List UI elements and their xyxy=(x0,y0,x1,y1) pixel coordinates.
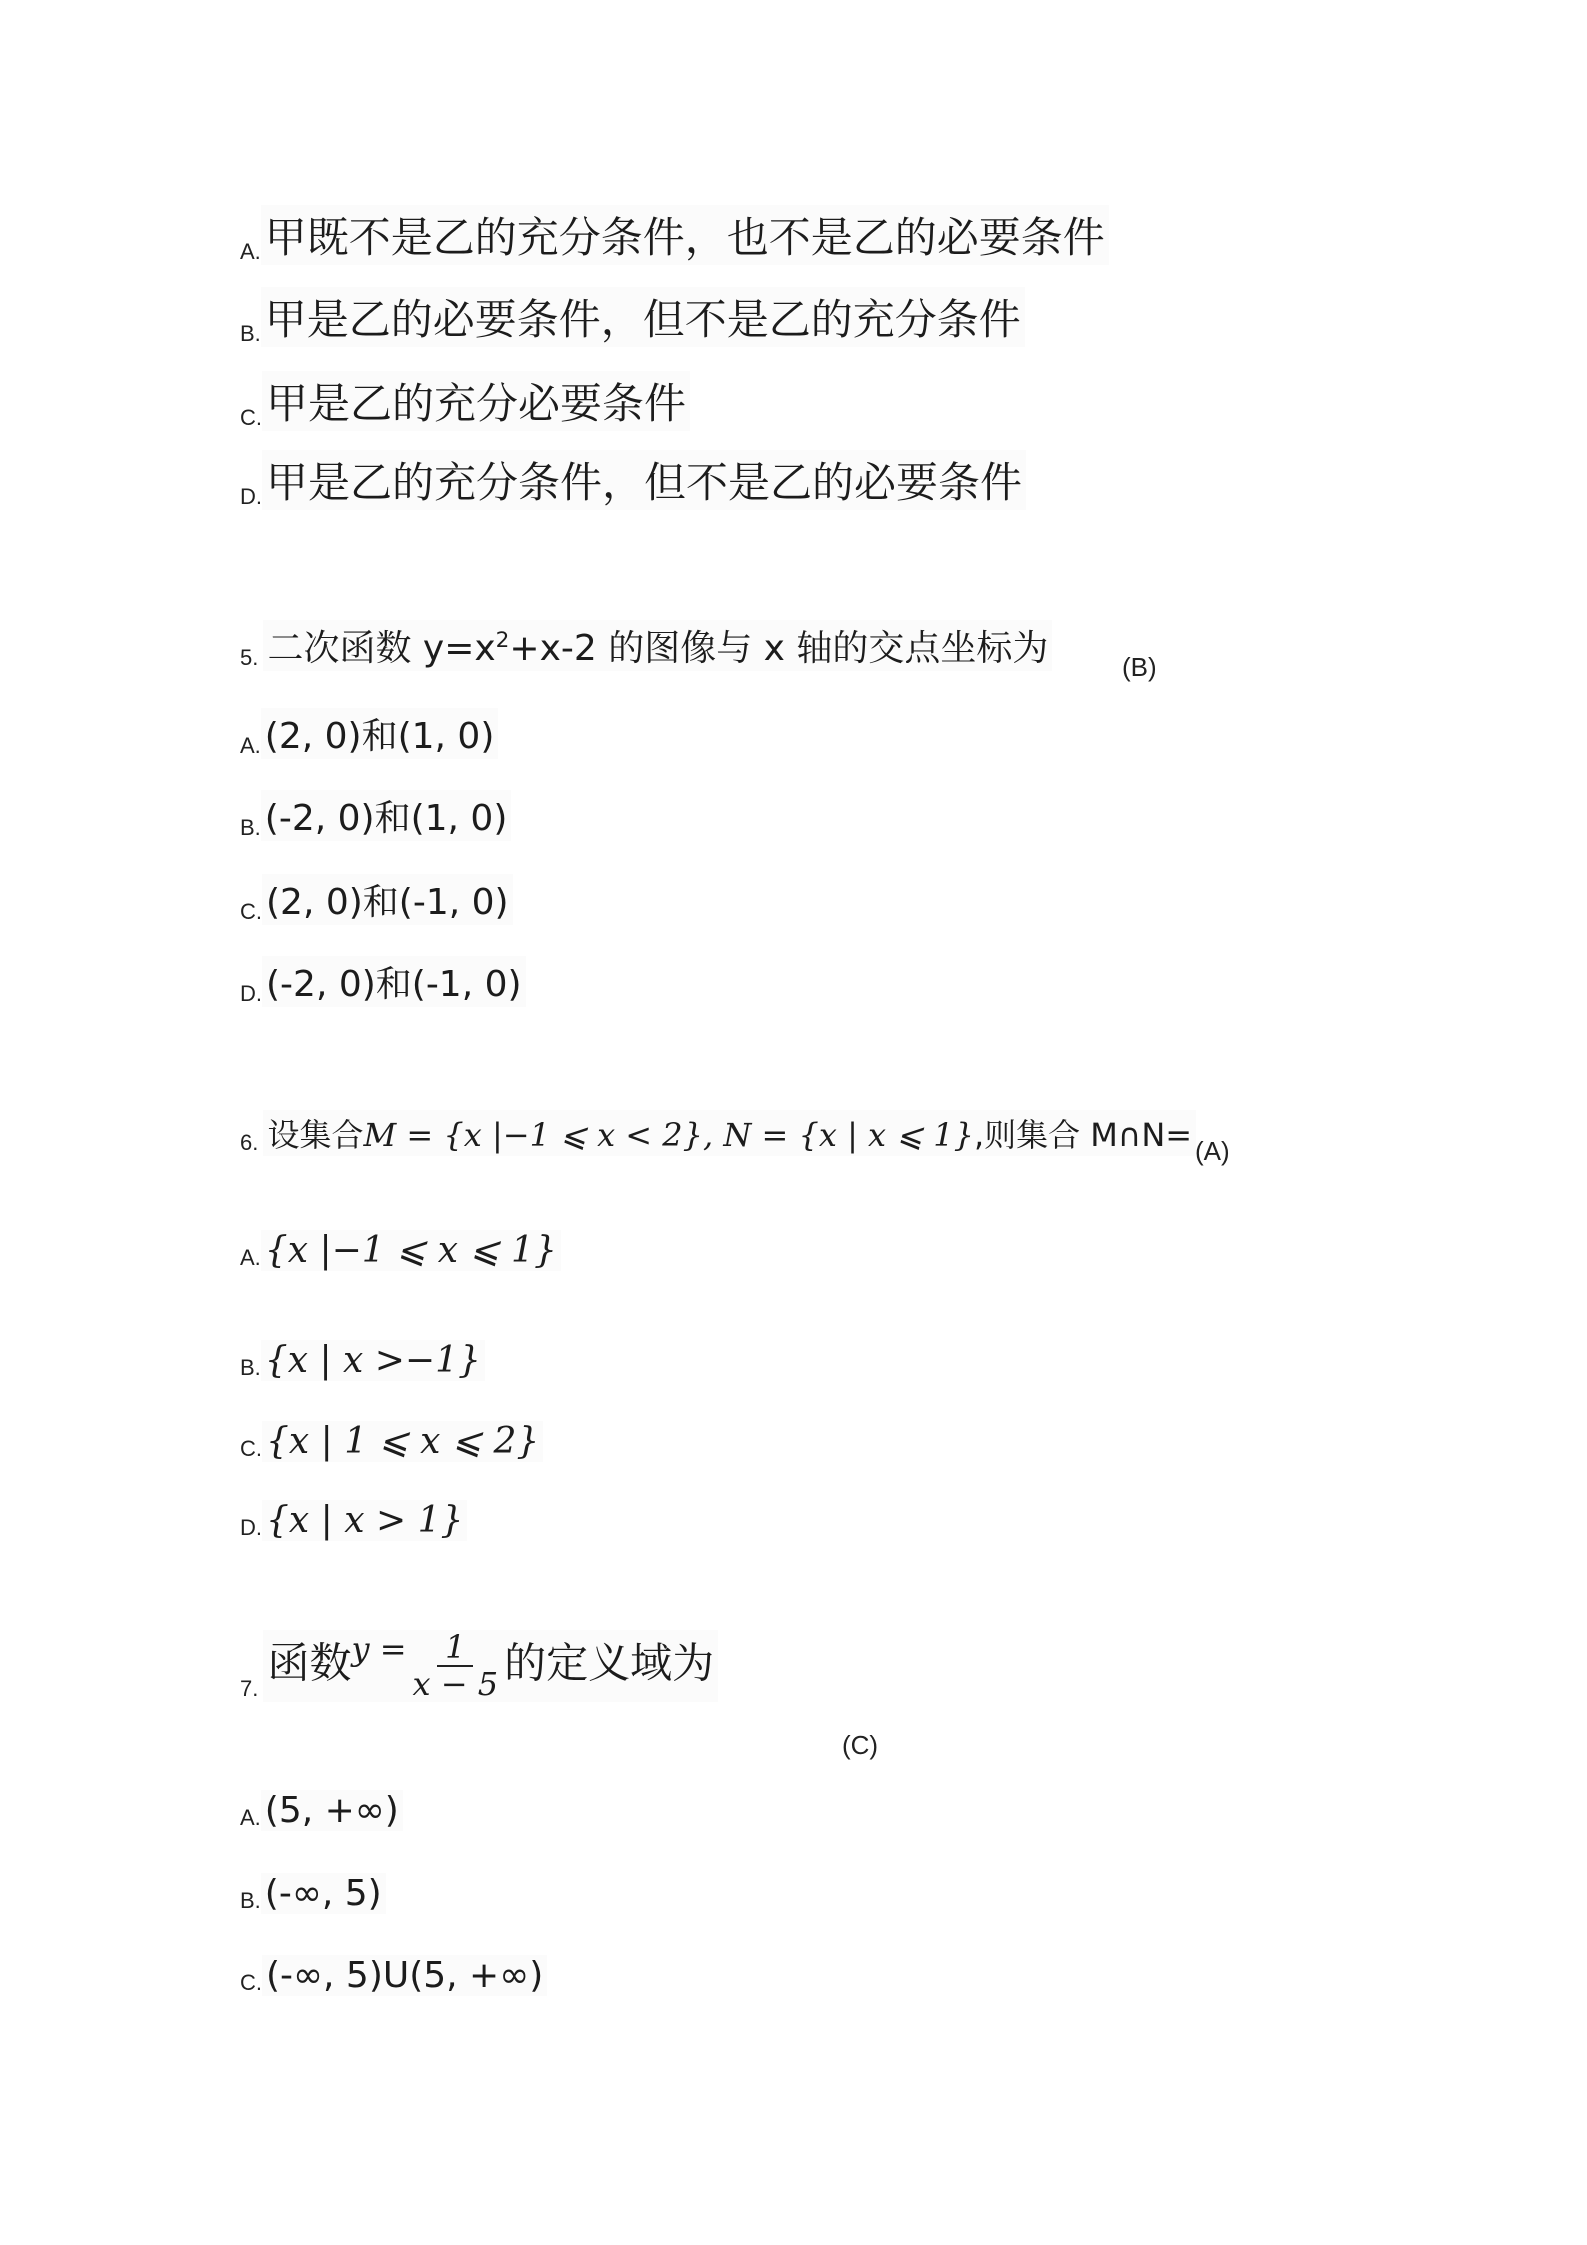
q4-option-c xyxy=(240,371,690,431)
question-text: 二次函数 $y=x^2+x-2$ 的图像与 x 轴的交点坐标为 xyxy=(263,620,1052,671)
option-letter: B. xyxy=(240,815,261,840)
q6-option-b xyxy=(240,1340,485,1381)
option-text: (5, +∞) xyxy=(261,1790,403,1831)
question-text: 设集合M = {x |−1 ⩽ x < 2}, N = {x | x ⩽ 1},则集合 M∩N= xyxy=(263,1110,1196,1156)
option-letter: D. xyxy=(240,981,262,1006)
q6-option-c xyxy=(240,1421,543,1462)
option-letter: A. xyxy=(240,1245,261,1270)
q5-stem xyxy=(240,620,1052,671)
question-number: 5. xyxy=(240,645,259,670)
q6-option-a xyxy=(240,1230,561,1271)
q5-option-b xyxy=(240,790,511,841)
q4-option-b xyxy=(240,287,1025,347)
q4-option-d xyxy=(240,450,1026,510)
q5-option-a xyxy=(240,708,498,759)
option-text: 甲是乙的充分必要条件 xyxy=(262,371,690,431)
option-text: {x | x > 1} xyxy=(262,1500,467,1541)
option-letter: B. xyxy=(240,1888,261,1913)
option-letter: C. xyxy=(240,405,262,430)
q5-option-d xyxy=(240,956,526,1007)
q6-answer: (A) xyxy=(1195,1136,1230,1166)
option-text: (-∞, 5)U(5, +∞) xyxy=(262,1955,547,1996)
option-text: {x |−1 ⩽ x ⩽ 1} xyxy=(261,1230,561,1271)
q5-answer: (B) xyxy=(1122,652,1157,682)
option-letter: C. xyxy=(240,1970,262,1995)
option-letter: A. xyxy=(240,1805,261,1830)
option-letter: B. xyxy=(240,321,261,346)
question-number: 6. xyxy=(240,1130,259,1155)
option-text: (2, 0)和(-1, 0) xyxy=(262,874,513,925)
q5-option-c xyxy=(240,874,513,925)
question-number: 7. xyxy=(240,1676,259,1702)
option-text: (-∞, 5) xyxy=(261,1873,386,1914)
option-letter: C. xyxy=(240,899,262,924)
fraction: $\frac{1}{x - 5}$ xyxy=(412,1628,499,1704)
option-letter: A. xyxy=(240,239,261,264)
q4-option-a xyxy=(240,205,1109,265)
option-letter: D. xyxy=(240,1515,262,1540)
option-letter: C. xyxy=(240,1436,262,1461)
option-text: {x | 1 ⩽ x ⩽ 2} xyxy=(262,1421,543,1462)
option-text: {x | x >−1} xyxy=(261,1340,485,1381)
question-text: 函数$^{y =}$ $\frac{1}{x - 5}$ 的定义域为 xyxy=(263,1630,718,1702)
option-text: (2, 0)和(1, 0) xyxy=(261,708,499,759)
option-letter: A. xyxy=(240,733,261,758)
q6-option-d xyxy=(240,1500,467,1541)
option-text: (-2, 0)和(-1, 0) xyxy=(262,956,526,1007)
option-text: (-2, 0)和(1, 0) xyxy=(261,790,512,841)
q7-answer: (C) xyxy=(842,1730,879,1760)
q7-stem xyxy=(240,1630,718,1702)
q7-option-c xyxy=(240,1955,547,1996)
option-letter: D. xyxy=(240,484,262,509)
option-text: 甲是乙的必要条件，但不是乙的充分条件 xyxy=(261,287,1025,347)
option-text: 甲既不是乙的充分条件，也不是乙的必要条件 xyxy=(261,205,1109,265)
option-text: 甲是乙的充分条件，但不是乙的必要条件 xyxy=(262,450,1026,510)
option-letter: B. xyxy=(240,1355,261,1380)
q7-option-a xyxy=(240,1790,403,1831)
q7-option-b xyxy=(240,1873,386,1914)
q6-stem xyxy=(240,1110,1196,1156)
